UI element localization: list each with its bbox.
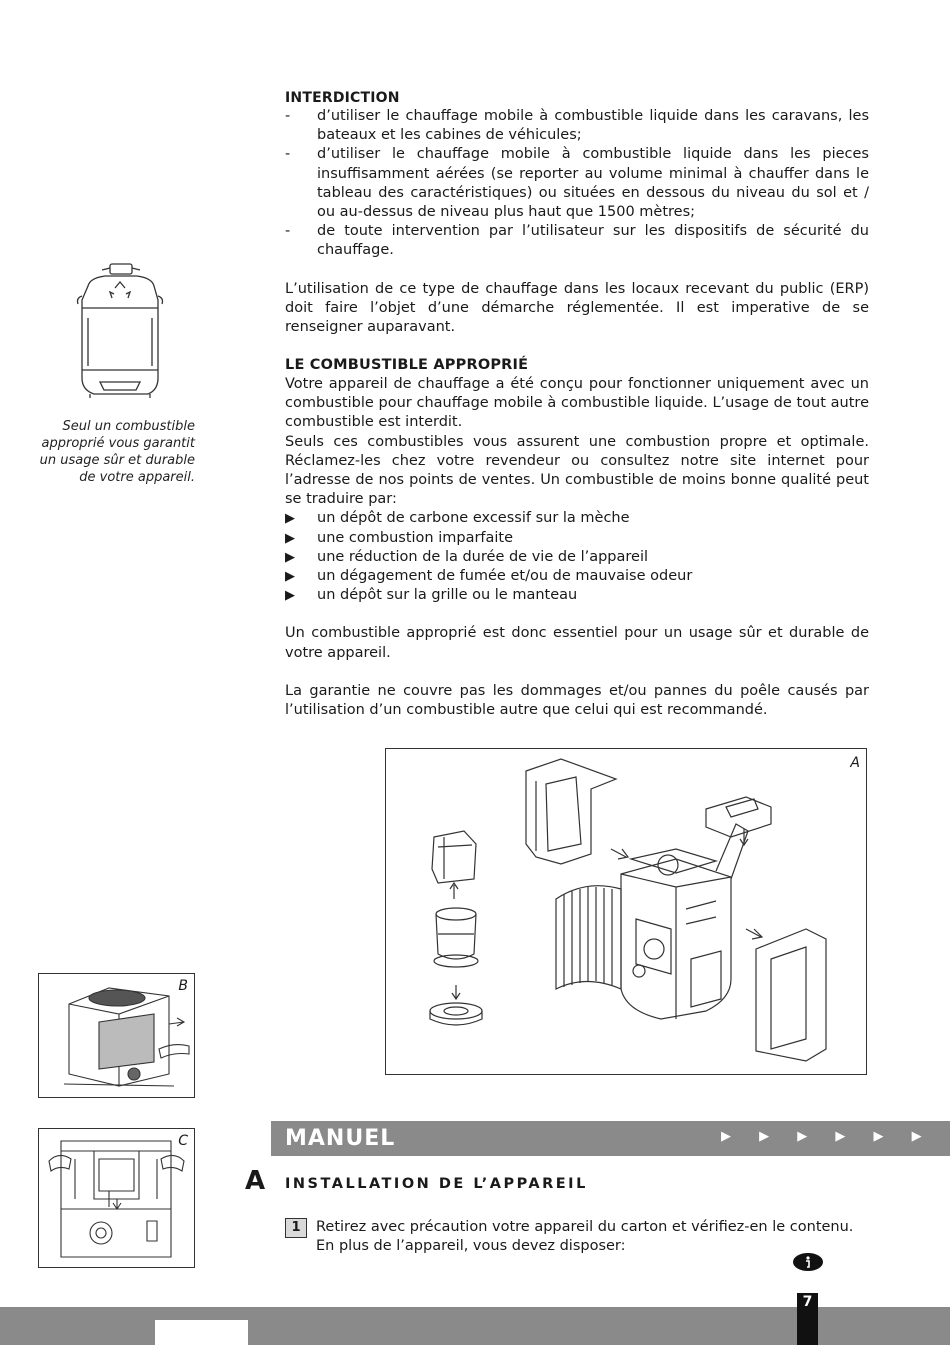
paragraph: Seuls ces combustibles vous assurent une combustion propre et optimale. Réclamez-les chez votre revendeur ou consultez notre site internet pour l’adresse de nos points de ventes. Un combustible de moins bonne qualité peut se traduire par:: [285, 433, 869, 508]
page-number-tab: [797, 1293, 818, 1345]
heater-front-illustration: [39, 1129, 194, 1267]
figure-label: C: [178, 1133, 188, 1149]
manuel-title: MANUEL: [285, 1126, 396, 1151]
erp-paragraph: L’utilisation de ce type de chauffage dans les locaux recevant du public (ERP) doit faire l’objet d’une démarche réglementée. Il est imperative de se renseigner auparavant.: [285, 281, 869, 336]
list-item: - de toute intervention par l’utilisateur sur les dispositifs de sécurité du chauffage.: [285, 223, 869, 259]
figure-a: [385, 748, 867, 1075]
section-letter: A: [245, 1166, 266, 1196]
list-item: ▶ une réduction de la durée de vie de l’appareil: [285, 548, 649, 565]
info-icon: [792, 1252, 824, 1272]
paragraph: Un combustible approprié est donc essentiel pour un usage sûr et durable de votre appareil.: [285, 625, 869, 661]
footer-white-block: [155, 1320, 248, 1345]
interdiction-list: [285, 107, 869, 261]
heater-exploded-illustration: [386, 749, 866, 1074]
fuel-canister-illustration: [70, 258, 170, 408]
combustible-body: [285, 375, 869, 720]
list-item: ▶ un dégagement de fumée et/ou de mauvaise odeur: [285, 568, 693, 585]
arrow-decoration: ▶ ▶ ▶ ▶ ▶ ▶: [721, 1129, 934, 1144]
figure-label: B: [178, 978, 188, 994]
sidebar-caption: Seul un combustible approprié vous garantit un usage sûr et durable de votre appareil.: [39, 419, 195, 485]
manuel-section-bar: [271, 1121, 950, 1156]
figure-c: [38, 1128, 195, 1268]
figure-b: [38, 973, 195, 1098]
list-item: ▶ une combustion imparfaite: [285, 529, 514, 546]
step-text: Retirez avec précaution votre appareil du carton et vérifiez-en le contenu. En plus de l’appareil, vous devez disposer:: [316, 1219, 854, 1255]
figure-label: A: [850, 755, 860, 771]
list-item: - d’utiliser le chauffage mobile à combustible liquide dans les pieces insuffisamment aérées (se reporter au volume minimal à chauffer dans le tableau des caractéristiques) ou situées en dessous du niveau du sol et / ou au-dessus de niveau plus haut que 1500 mètres;: [285, 146, 869, 221]
interdiction-title: INTERDICTION: [285, 90, 400, 106]
list-item: ▶ un dépôt sur la grille ou le manteau: [285, 587, 578, 604]
page-number: 7: [802, 1294, 813, 1310]
section-title: INSTALLATION DE L’APPAREIL: [285, 1176, 588, 1192]
combustible-title: LE COMBUSTIBLE APPROPRIÉ: [285, 357, 529, 373]
paragraph: Votre appareil de chauffage a été conçu pour fonctionner uniquement avec un combustible pour chauffage mobile à combustible liquide. L’usage de tout autre combustible est interdit.: [285, 376, 869, 431]
list-item: - d’utiliser le chauffage mobile à combustible liquide dans les caravans, les bateaux et les cabines de véhicules;: [285, 108, 869, 144]
step-number: 1: [285, 1218, 307, 1238]
heater-side-illustration: [39, 974, 194, 1097]
paragraph: La garantie ne couvre pas les dommages et/ou pannes du poêle causés par l’utilisation d’un combustible autre que celui qui est recommandé.: [285, 682, 869, 719]
list-item: ▶ un dépôt de carbone excessif sur la mèche: [285, 510, 630, 527]
